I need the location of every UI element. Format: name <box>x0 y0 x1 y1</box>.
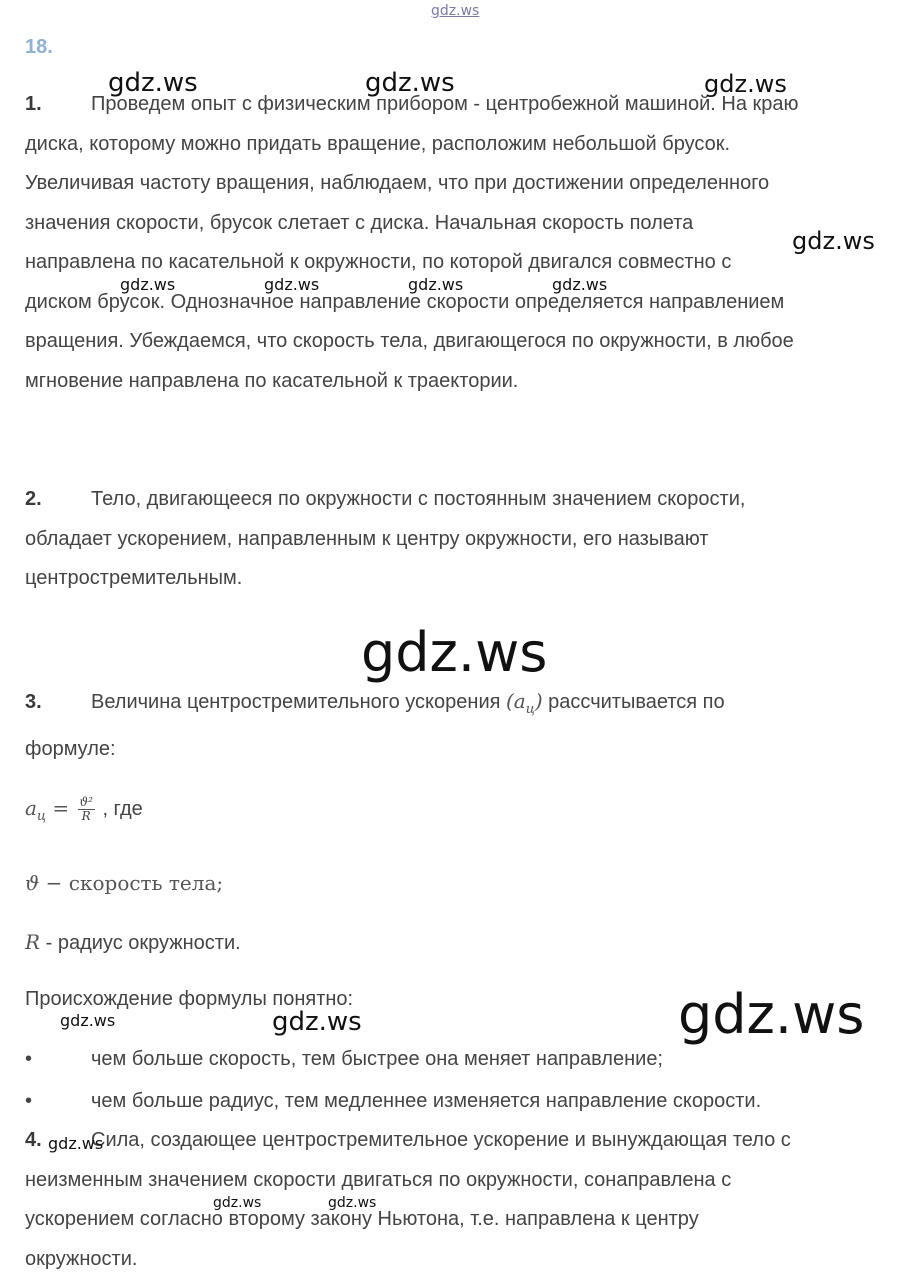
watermark: gdz.ws <box>361 621 548 684</box>
formula: $a_ц$ = $\frac{\text{ϑ²}}{R}$ , где <box>25 795 143 824</box>
watermark: gdz.ws <box>792 227 875 255</box>
watermark: gdz.ws <box>678 983 865 1046</box>
section-1-line-8: мгновение направлена по касательной к траектории. <box>25 369 519 392</box>
definition-radius: R - радиус окружности. <box>25 930 241 954</box>
section-3-line-1: 3. Величина центростремительного ускорения $(a_ц)$ рассчитывается по <box>25 682 915 730</box>
watermark: gdz.ws <box>48 1134 104 1153</box>
watermark: gdz.ws <box>328 1195 377 1211</box>
section-4-line-2: неизменным значением скорости двигаться по окружности, сонаправлена с <box>25 1168 732 1191</box>
section-4-line-4: окружности. <box>25 1247 138 1270</box>
section-1-line-4: значения скорости, брусок слетает с диска. Начальная скорость полета <box>25 211 694 234</box>
watermark: gdz.ws <box>408 275 464 294</box>
watermark: gdz.ws <box>704 70 787 98</box>
section-2-line-3: центростремительным. <box>25 567 243 589</box>
section-2-line-2: обладает ускорением, направленным к центру окружности, его называют <box>25 527 709 550</box>
section-3 <box>25 682 915 769</box>
definition-velocity: ϑ − скорость тела; <box>25 871 224 895</box>
section-1-line-6: диском брусок. Однозначное направление скорости определяется направлением <box>25 290 785 313</box>
section-4-number: 4. <box>25 1129 42 1151</box>
bullet-item-1: • чем больше скорость, тем быстрее она меняет направление; <box>25 1048 663 1070</box>
formula-lhs: $a_ц$ <box>25 796 47 824</box>
section-1-line-2: диска, которому можно придать вращение, расположим небольшой брусок. <box>25 132 731 155</box>
watermark: gdz.ws <box>272 1007 362 1037</box>
section-2 <box>25 480 915 599</box>
section-4-line-1: 4. Сила, создающее центростремительное ускорение и вынуждающая тело с <box>25 1121 915 1161</box>
section-1-line-3: Увеличивая частоту вращения, наблюдаем, что при достижении определенного <box>25 172 770 194</box>
bullet-icon: • <box>25 1048 33 1070</box>
watermark-top[interactable]: gdz.ws <box>431 3 480 19</box>
section-2-line-1: 2. Тело, двигающееся по окружности с постоянным значением скорости, <box>25 480 915 520</box>
watermark: gdz.ws <box>60 1011 116 1030</box>
watermark: gdz.ws <box>552 275 608 294</box>
watermark: gdz.ws <box>120 275 176 294</box>
section-1-line-5: направлена по касательной к окружности, по которой двигался совместно с <box>25 251 732 273</box>
section-3-number: 3. <box>25 691 42 713</box>
watermark: gdz.ws <box>108 68 198 98</box>
section-1 <box>25 85 915 401</box>
section-2-number: 2. <box>25 488 42 510</box>
watermark: gdz.ws <box>213 1195 262 1211</box>
problem-number: 18. <box>25 36 53 58</box>
section-1-number: 1. <box>25 93 42 115</box>
section-3-line-2: формуле: <box>25 737 116 760</box>
section-4-line-3: ускорением согласно второму закону Ньютона, т.е. направлена к центру <box>25 1208 699 1230</box>
watermark: gdz.ws <box>264 275 320 294</box>
watermark: gdz.ws <box>365 68 455 98</box>
accel-symbol: $(a_ц)$ <box>506 689 543 717</box>
formula-fraction: $\frac{\text{ϑ²}}{R}$ <box>79 795 93 824</box>
section-4 <box>25 1121 915 1279</box>
formula-origin: Происхождение формулы понятно: <box>25 988 354 1010</box>
section-1-line-7: вращения. Убеждаемся, что скорость тела, двигающегося по окружности, в любое <box>25 330 794 352</box>
section-1-line-1: 1. Проведем опыт с физическим прибором - центробежной машиной. На краю <box>25 85 915 125</box>
bullet-icon: • <box>25 1090 33 1112</box>
bullet-item-2: • чем больше радиус, тем медленнее изменяется направление скорости. <box>25 1090 762 1112</box>
